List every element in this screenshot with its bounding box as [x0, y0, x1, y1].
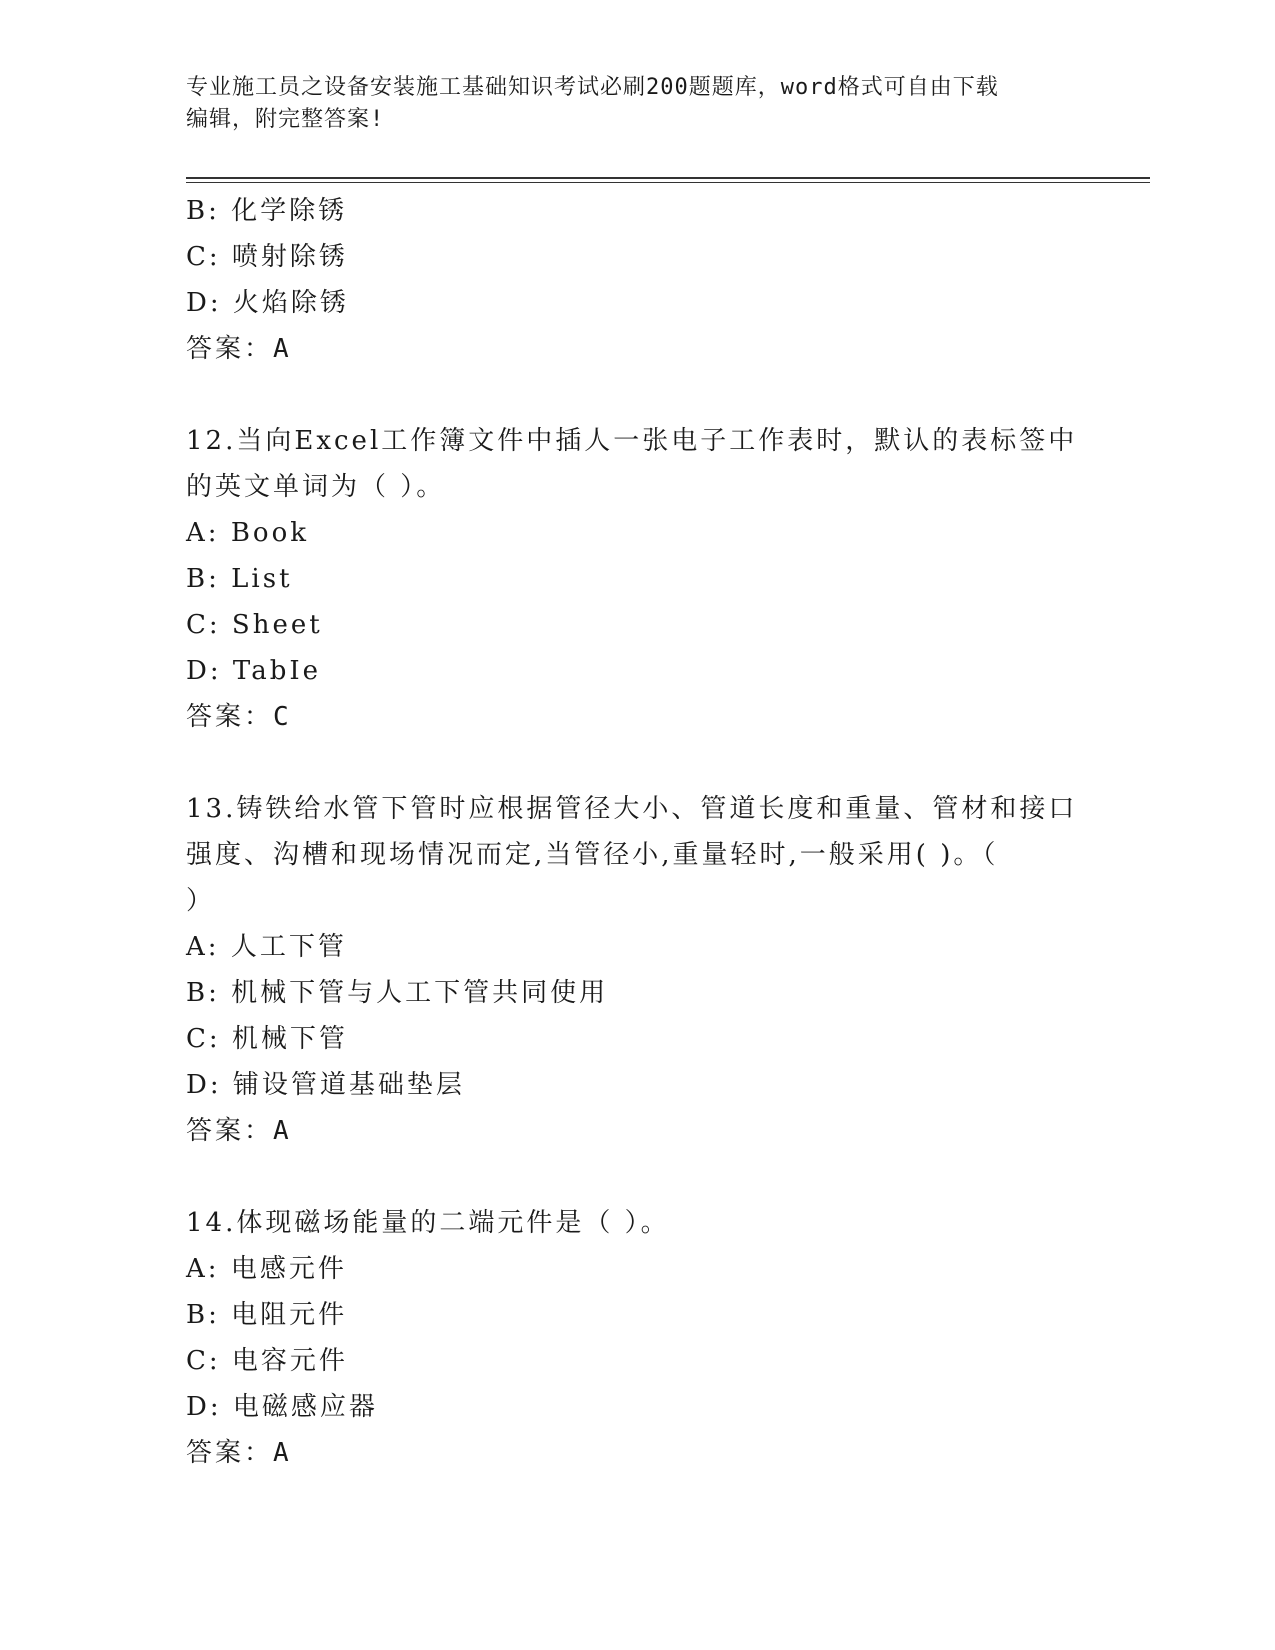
option-key: B:	[186, 1300, 220, 1330]
option-b	[186, 556, 1086, 602]
answer-label: 答案：	[186, 1116, 274, 1146]
option-d	[186, 1384, 1086, 1430]
option-text: 机械下管与人工下管共同使用	[231, 978, 609, 1008]
option-a	[186, 924, 1086, 970]
option-d	[186, 280, 1086, 326]
option-key: D:	[186, 288, 222, 318]
option-key: D:	[186, 1392, 222, 1422]
option-text: 火焰除锈	[232, 288, 349, 318]
option-b	[186, 188, 1086, 234]
question-text-line: 13.铸铁给水管下管时应根据管径大小、管道长度和重量、管材和接口	[186, 794, 1078, 824]
option-key: C:	[186, 1024, 221, 1054]
question-11-tail	[186, 188, 1086, 372]
option-text: 电容元件	[231, 1346, 348, 1376]
question-text-line: 12.当向Excel工作簿文件中插人一张电子工作表时，默认的表标签中	[186, 426, 1078, 456]
option-key: C:	[186, 610, 221, 640]
option-key: D:	[186, 1070, 222, 1100]
answer-value: C	[273, 702, 292, 732]
option-text: 电感元件	[230, 1254, 347, 1284]
option-c	[186, 1016, 1086, 1062]
option-b	[186, 970, 1086, 1016]
answer-line	[186, 694, 1086, 740]
option-key: B:	[186, 196, 220, 226]
option-c	[186, 602, 1086, 648]
option-text: 机械下管	[231, 1024, 348, 1054]
option-text: Sheet	[231, 610, 323, 640]
option-key: B:	[186, 978, 220, 1008]
option-c	[186, 234, 1086, 280]
option-c	[186, 1338, 1086, 1384]
question-text-line: 强度、沟槽和现场情况而定,当管径小,重量轻时,一般采用( )。（	[186, 840, 999, 870]
option-text: 人工下管	[230, 932, 347, 962]
option-key: D:	[186, 656, 222, 686]
header-divider-thin	[186, 182, 1150, 183]
option-key: B:	[186, 564, 220, 594]
document-header	[186, 72, 1066, 136]
option-key: A:	[186, 1254, 220, 1284]
option-text: 铺设管道基础垫层	[232, 1070, 465, 1100]
option-a	[186, 510, 1086, 556]
option-b	[186, 1292, 1086, 1338]
question-text-line: ）	[186, 886, 216, 916]
option-text: 电磁感应器	[232, 1392, 378, 1422]
answer-label: 答案：	[186, 1438, 274, 1468]
option-text: TabIe	[232, 656, 321, 686]
option-text: 化学除锈	[231, 196, 348, 226]
answer-value: A	[273, 1116, 292, 1146]
answer-value: A	[273, 334, 292, 364]
option-text: Book	[230, 518, 309, 548]
answer-value: A	[273, 1438, 292, 1468]
option-d	[186, 1062, 1086, 1108]
header-divider-thick	[186, 177, 1150, 179]
answer-line	[186, 1108, 1086, 1154]
option-key: C:	[186, 1346, 221, 1376]
answer-label: 答案：	[186, 334, 274, 364]
option-key: C:	[186, 242, 221, 272]
header-line-2: 编辑，附完整答案!	[186, 107, 385, 132]
option-text: List	[231, 564, 293, 594]
question-text-line: 的英文单词为（ ）。	[186, 472, 446, 502]
answer-line	[186, 326, 1086, 372]
question-13	[186, 786, 1086, 1154]
question-text-line: 14.体现磁场能量的二端元件是（ ）。	[186, 1208, 670, 1238]
header-line-1: 专业施工员之设备安装施工基础知识考试必刷200题题库，word格式可自由下载	[186, 75, 999, 100]
answer-label: 答案：	[186, 702, 274, 732]
question-12	[186, 418, 1086, 740]
option-text: 电阻元件	[231, 1300, 348, 1330]
answer-line	[186, 1430, 1086, 1476]
question-list	[186, 188, 1086, 1476]
option-text: 喷射除锈	[231, 242, 348, 272]
question-14	[186, 1200, 1086, 1476]
option-key: A:	[186, 518, 220, 548]
option-d	[186, 648, 1086, 694]
option-a	[186, 1246, 1086, 1292]
option-key: A:	[186, 932, 220, 962]
